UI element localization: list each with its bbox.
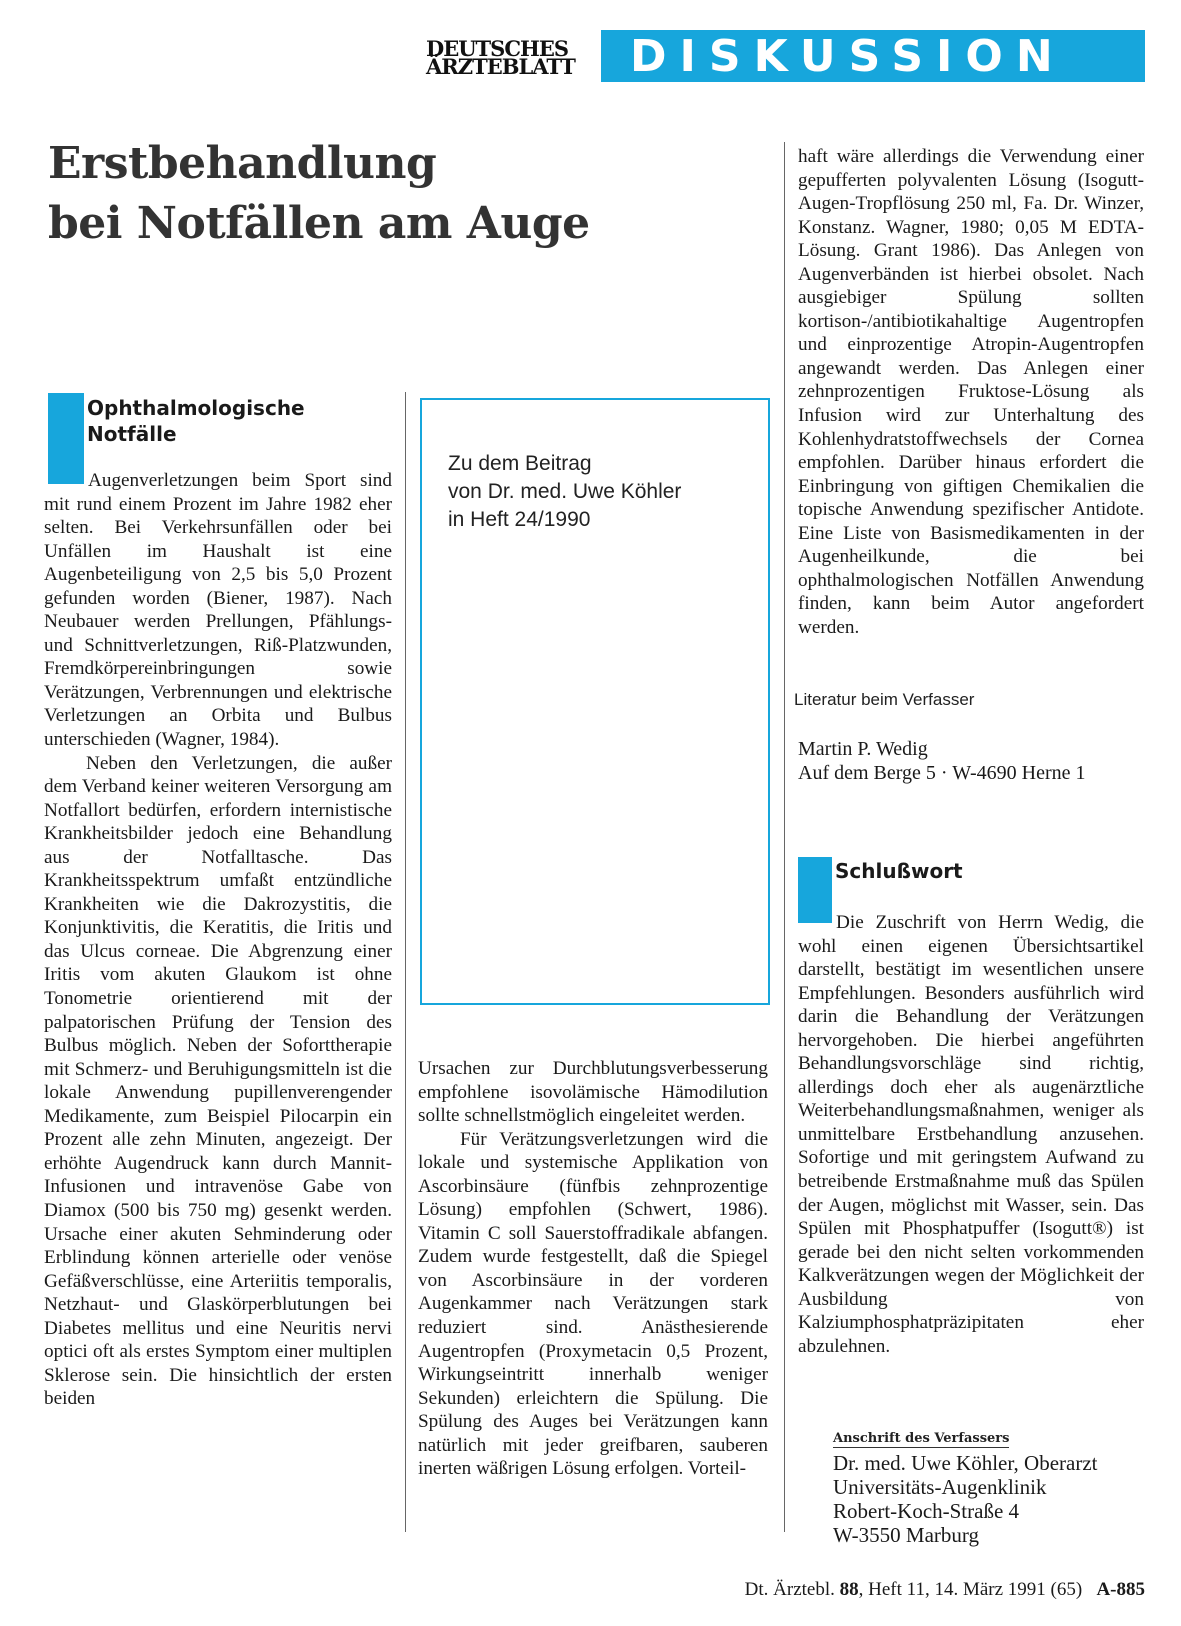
journal-masthead <box>426 36 596 79</box>
reply-heading: Schlußwort <box>835 859 963 883</box>
letter-column-1 <box>44 469 392 1411</box>
address-line: Robert-Koch-Straße 4 <box>833 1499 1020 1523</box>
page-footer <box>745 1579 1145 1601</box>
footer-journal: Dt. Ärztebl. <box>744 1579 835 1600</box>
letter-column-2 <box>418 1057 768 1481</box>
reference-line1: Zu dem Beitrag <box>448 452 592 475</box>
title-line1: Erstbehandlung <box>48 138 437 189</box>
paragraph: Ursachen zur Durchblutungsverbesserung empfohlene isovolämische Hämodilution sollte schnellstmöglich eingeleitet werden. <box>418 1058 768 1127</box>
reply-text <box>798 911 1144 1358</box>
section-label: DISKUSSION <box>630 31 1066 82</box>
page-title <box>48 134 728 254</box>
letter-author <box>798 737 1086 785</box>
reply-author-address <box>833 1451 1097 1547</box>
footer-issue: , Heft 11, 14. März 1991 (65) <box>858 1579 1083 1600</box>
paragraph: haft wäre allerdings die Verwendung einer gepufferten polyvalenten Lösung (Isogutt-Augen-Tropflösung 250 ml, Fa. Dr. Winzer, Konstanz. Wagner, 1980; 0,05 M EDTA-Lösung. Grant 1986). Das Anlegen von Augenverbänden ist hierbei obsolet. Nach ausgiebiger Spülung sollten kortison-/antibiotikahaltige Augentropfen und einprozentige Atropin-Augentropfen angewandt werden. Das Anlegen einer zehnprozentigen Fruktose-Lösung als Infusion wird zur Unterhaltung des Kohlenhydratstoffwechsels der Cornea empfohlen. Darüber hinaus erfordert die Einbringung von giftigen Chemikalien die topische Anwendung spezifischer Antidote. Eine Liste von Basismedikamenten in der Augenheilkunde, die bei ophthalmologischen Notfällen Anwendung finden, kann beim Autor angefordert werden. <box>798 146 1144 638</box>
author-address: Auf dem Berge 5 · W-4690 Herne 1 <box>798 762 1086 784</box>
reference-line3: in Heft 24/1990 <box>448 508 591 531</box>
reference-line2: von Dr. med. Uwe Köhler <box>448 480 682 503</box>
reference-box <box>420 398 770 1005</box>
paragraph: Neben den Verletzungen, die außer dem Verband keiner weiteren Versorgung am Notfallort bedürfen, erfordern internistische Krankheitsbilder jedoch eine Behandlung aus der Notfalltasche. Das Krankheitsspektrum umfaßt entzündliche Krankheiten wie die Dakrozystitis, die Konjunktivitis, die Keratitis, die Iritis und das Ulcus corneae. Die Abgrenzung einer Iritis vom akuten Glaukom ist ohne Tonometrie orientierend mit der palpatorischen Prüfung der Tension des Bulbus möglich. Neben der Soforttherapie mit Schmerz- und Beruhigungsmitteln ist die lokale Anwendung pupillenverengender Medikamente, zum Beispiel Pilocarpin ein Prozent alle zehn Minuten, angezeigt. Der erhöhte Augendruck kann durch Mannit-Infusionen und intravenöse Gabe von Diamox (500 bis 750 mg) gesenkt werden. Ursache einer akuten Sehminderung oder Erblindung können arterielle oder venöse Gefäßverschlüsse, eine Arteriitis temporalis, Netzhaut- und Glaskörperblutungen bei Diabetes mellitus und eine Neuritis nervi optici oft als erstes Symptom einer multiplen Sklerose sein. Die hinsichtlich der ersten beiden <box>44 752 392 1410</box>
address-line: Universitäts-Augenklinik <box>833 1475 1047 1499</box>
paragraph: Für Verätzungsverletzungen wird die lokale und systemische Applikation von Ascorbinsäure (fünfbis zehnprozentige Lösung) empfohlen (Schwert, 1986). Vitamin C soll Sauerstoffradikale abfangen. Zudem wurde festgestellt, daß die Spiegel von Ascorbinsäure in der vorderen Augenkammer nach Verätzungen stark reduziert sind. Anästhesierende Augentropfen (Proxymetacin 0,5 Prozent, Wirkungseintritt innerhalb weniger Sekunden) erleichtern die Spülung. Die Spülung des Auges bei Verätzungen kann natürlich mit jeder greifbaren, sauberen inerten wäßrigen Lösung erfolgen. Vorteil- <box>418 1128 768 1480</box>
column-rule-left <box>405 392 406 1532</box>
paragraph: Augenverletzungen beim Sport sind mit rund einem Prozent im Jahre 1982 eher selten. Bei Verkehrsunfällen oder bei Unfällen im Haushalt ist eine Augenbeteiligung von 2,5 bis 5,0 Prozent gefunden worden (Biener, 1987). Nach Neubauer werden Prellungen, Pfählungs- und Schnittverletzungen, Riß-Platzwunden, Fremdkörpereinbringungen sowie Verätzungen, Verbrennungen und elektrische Verletzungen an Orbita und Bulbus unterschieden (Wagner, 1984). <box>44 470 392 751</box>
journal-name-line2: ÄRZTEBLATT <box>426 54 575 79</box>
author-name: Martin P. Wedig <box>798 738 928 760</box>
title-line2: bei Notfällen am Auge <box>48 198 590 249</box>
letter-column-3 <box>798 145 1144 639</box>
letter-heading: Ophthalmologische Notfälle <box>87 396 305 446</box>
address-label: Anschrift des Verfassers <box>833 1431 1010 1446</box>
address-line: W-3550 Marburg <box>833 1523 980 1547</box>
page-number: A-885 <box>1096 1579 1145 1600</box>
journal-name-line1: DEUTSCHES <box>426 36 569 61</box>
literature-note: Literatur beim Verfasser <box>794 690 975 709</box>
address-line: Dr. med. Uwe Köhler, Oberarzt <box>833 1451 1098 1475</box>
paragraph: Die Zuschrift von Herrn Wedig, die wohl einen eigenen Übersichtsartikel darstellt, bestätigt im wesentlichen unsere Empfehlungen. Besonders ausführlich wird darin die Behandlung der Verätzungen hervorgehoben. Die hierbei angeführten Behandlungsvorschläge sind richtig, allerdings doch eher als augenärztliche Weiterbehandlungsmaßnahmen, weniger als unmittelbare Erstbehandlung anzusehen. Sofortige und mit geringstem Aufwand zu betreibende Erstmaßnahme muß das Spülen der Augen, möglichst mit Wasser, sein. Das Spülen mit Phosphatpuffer (Isogutt®) ist gerade bei den nicht selten vorkommenden Kalkverätzungen wegen der Möglichkeit der Ausbildung von Kalziumphosphatpräzipitaten eher abzulehnen. <box>798 912 1144 1357</box>
footer-volume: 88 <box>839 1579 859 1600</box>
column-rule-right <box>784 142 785 1532</box>
